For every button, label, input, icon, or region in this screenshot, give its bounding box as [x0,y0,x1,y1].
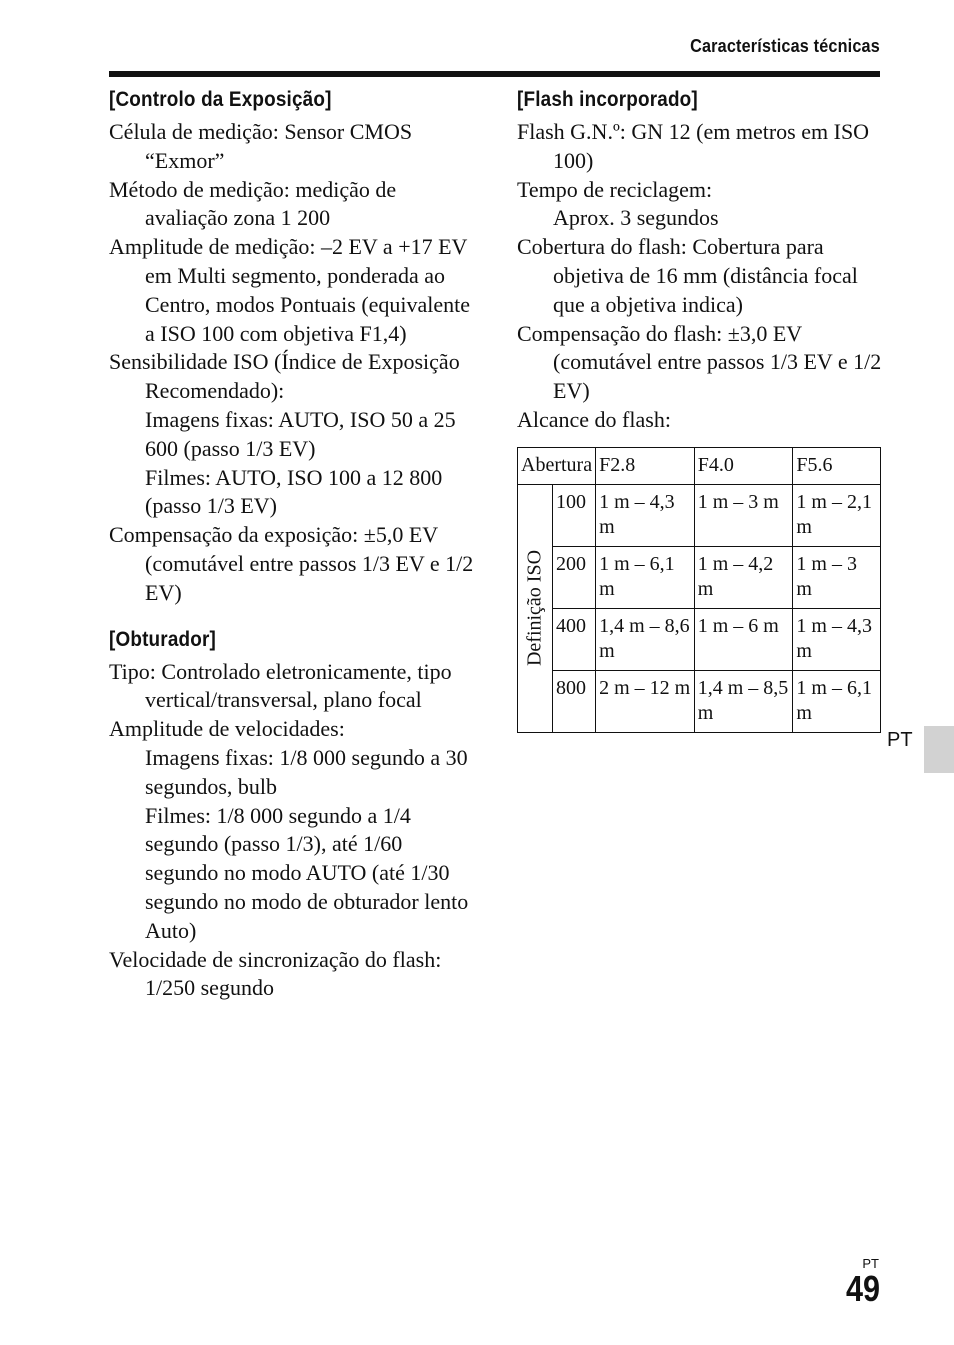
running-header: Características técnicas [690,36,880,56]
table-cell: 1 m – 6,1 m [596,546,695,608]
iso-label: Definição ISO [523,550,546,667]
table-cell: 1,4 m – 8,5 m [694,670,793,732]
spec-flash-sync-value: 1/250 segundo [145,975,274,1001]
table-cell: 1,4 m – 8,6 m [596,608,695,670]
spec-metering-cell: Célula de medição: Sensor CMOS “Exmor” [109,119,413,173]
spec-recycle-value: Aprox. 3 segundos [553,205,719,231]
spec-flash-gn: Flash G.N.º: GN 12 (em metros em ISO 100) [517,119,870,173]
table-row [518,608,881,670]
spec-flash-compensation: Compensação do flash: ±3,0 EV (comutável entre passos 1/3 EV e 1/2 EV) [517,320,882,404]
table-cell: 1 m – 6 m [694,608,793,670]
iso-label-cell [518,484,553,732]
table-row [518,670,881,732]
spec-iso-still: Imagens fixas: AUTO, ISO 50 a 25 600 (passo 1/3 EV) [145,406,456,461]
table-cell: 1 m – 4,2 m [694,546,793,608]
spec-iso-sensitivity: Sensibilidade ISO (Índice de Exposição Recomendado): [109,349,460,404]
header-rule [109,71,880,77]
table-cell-iso: 200 [553,546,596,608]
language-tab-label: PT [887,729,913,751]
table-cell: 1 m – 3 m [793,546,881,608]
spec-speed-range-label: Amplitude de velocidades: [109,716,345,742]
flash-range-table [517,447,881,733]
spec-flash-coverage: Cobertura do flash: Cobertura para objetiva de 16 mm (distância focal que a objetiva indica) [517,234,858,317]
table-cell: 1 m – 4,3 m [793,608,881,670]
table-cell-iso: 400 [553,608,596,670]
spec-speed-range-still: Imagens fixas: 1/8 000 segundo a 30 segundos, bulb [145,744,468,799]
right-column [517,86,883,733]
table-cell: 2 m – 12 m [596,670,695,732]
table-row [518,546,881,608]
table-cell: 1 m – 3 m [694,484,793,546]
table-cell-iso: 800 [553,670,596,732]
table-cell: 1 m – 6,1 m [793,670,881,732]
table-header-cell: Abertura [518,447,596,484]
section-heading-flash: [Flash incorporado] [517,88,698,111]
spec-flash-sync-label: Velocidade de sincronização do flash: [109,946,442,972]
table-header-cell: F2.8 [596,447,695,484]
table-row [518,484,881,546]
spec-recycle-label: Tempo de reciclagem: [517,176,713,202]
table-cell: 1 m – 4,3 m [596,484,695,546]
left-column [109,86,481,1003]
spec-metering-range: Amplitude de medição: –2 EV a +17 EV em Multi segmento, ponderada ao Centro, modos Pontuais (equivalente a ISO 100 com objetiva F1,4) [109,234,471,346]
page-number: 49 [845,1268,880,1309]
table-header-row [518,447,881,484]
footer-language: PT [862,1256,879,1271]
spec-shutter-type: Tipo: Controlado eletronicamente, tipo vertical/transversal, plano focal [109,658,452,713]
section-heading-exposure: [Controlo da Exposição] [109,88,332,111]
spec-exposure-compensation: Compensação da exposição: ±5,0 EV (comutável entre passos 1/3 EV e 1/2 EV) [109,522,474,605]
section-heading-shutter: [Obturador] [109,627,216,651]
spec-flash-range-label: Alcance do flash: [517,406,671,432]
table-cell-iso: 100 [553,484,596,546]
language-side-tab [924,726,954,773]
spec-metering-method: Método de medição: medição de avaliação zona 1 200 [109,176,397,231]
table-header-cell: F5.6 [793,447,881,484]
spec-iso-movie: Filmes: AUTO, ISO 100 a 12 800 (passo 1/3 EV) [145,464,443,519]
table-header-cell: F4.0 [694,447,793,484]
spec-speed-range-movie: Filmes: 1/8 000 segundo a 1/4 segundo (passo 1/3), até 1/60 segundo no modo AUTO (até 1/30 segundo no modo de obturador lento Auto) [145,802,469,943]
table-cell: 1 m – 2,1 m [793,484,881,546]
